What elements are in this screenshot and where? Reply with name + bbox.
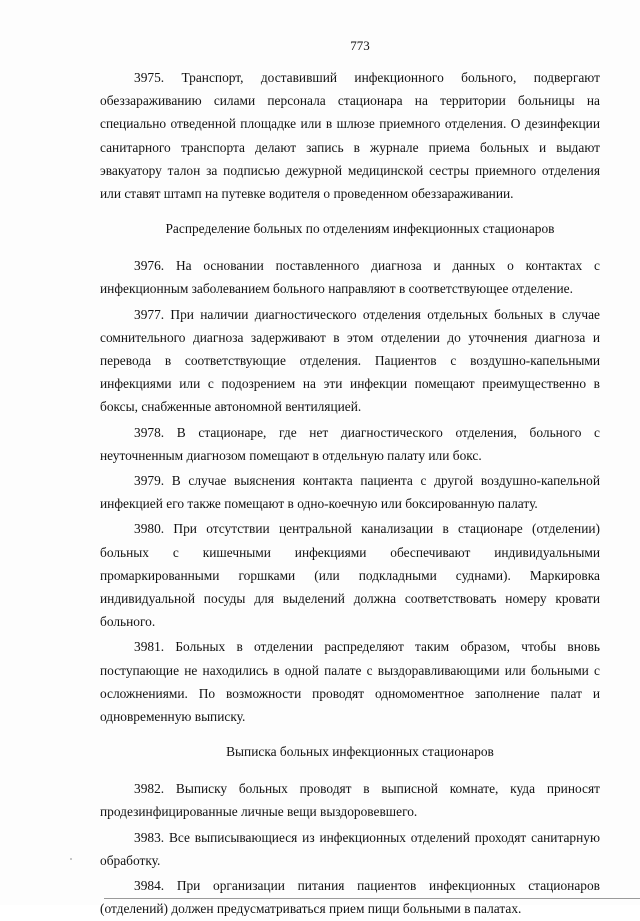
paragraph-3983: 3983. Все выписывающиеся из инфекционных отделений проходят санитарную обработку. — [100, 829, 600, 868]
scan-speck — [70, 858, 72, 860]
paragraph-3982: 3982. Выписку больных проводят в выписной комнате, куда приносят продезинфицированные личные вещи выздоровевшего. — [100, 781, 600, 820]
paragraph-3976: 3976. На основании поставленного диагноза и данных о контактах с инфекционным заболеванием больного направляют в соответствующее отделение. — [100, 258, 600, 297]
section-heading-discharge: Выписка больных инфекционных стационаров — [226, 744, 494, 760]
paragraph-3978: 3978. В стационаре, где нет диагностического отделения, больного с неуточненным диагнозом помещают в отдельную палату или бокс. — [100, 424, 600, 463]
paragraph-3979: 3979. В случае выяснения контакта пациента с другой воздушно-капельной инфекцией его также помещают в одно-коечную или боксированную палату. — [100, 473, 600, 512]
paragraph-3981: 3981. Больных в отделении распределяют таким образом, чтобы вновь поступающие не находились в одной палате с выздоравливающими или больными с осложнениями. По возможности проводят одномоментное заполнение палат и одновременную выписку. — [100, 639, 600, 725]
paragraph-3975: 3975. Транспорт, доставивший инфекционного больного, подвергают обеззараживанию силами персонала стационара на территории больницы на специально отведенной площадке или в шлюзе приемного отделения. О дезинфекции санитарного транспорта делают запись в журнале приема больных и выдают эвакуатору талон за подписью дежурной медицинской сестры приемного отделения или ставят штамп на путевке водителя о проведенном обеззараживании. — [100, 70, 600, 202]
section-heading-distribution: Распределение больных по отделениям инфекционных стационаров — [165, 221, 555, 237]
paragraph-3980: 3980. При отсутствии центральной канализации в стационаре (отделении) больных с кишечными инфекциями обеспечивают индивидуальными промаркированными горшками (или подкладными суднами). Маркировка индивидуальной посуды для выделений должна соответствовать номеру кровати больного. — [100, 521, 600, 630]
paragraph-3977: 3977. При наличии диагностического отделения отдельных больных в случае сомнительного диагноза задерживают в этом отделении до уточнения диагноза и перевода в соответствующие отделения. Пациентов с воздушно-капельными инфекциями или с подозрением на эти инфекции помещают преимущественно в боксы, снабженные автономной вентиляцией. — [100, 306, 600, 415]
page-number: 773 — [350, 38, 370, 53]
paragraph-3984: 3984. При организации питания пациентов инфекционных стационаров (отделений) должен предусматриваться прием пищи больными в палатах. — [100, 878, 600, 917]
scan-edge-line — [104, 898, 640, 899]
